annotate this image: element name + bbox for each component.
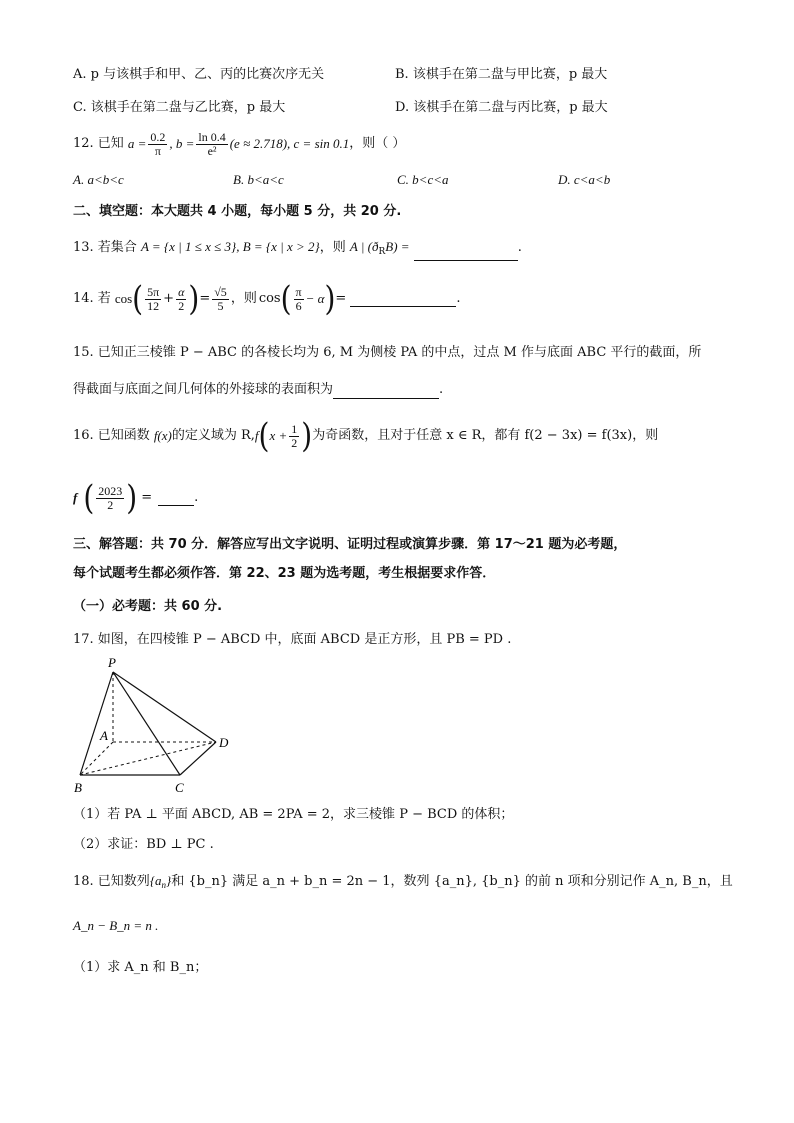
q18-part1: （1）求 A_n 和 B_n；: [73, 960, 208, 975]
q14-f3-num: √5: [214, 284, 227, 299]
q18-seq-a: {a: [149, 873, 162, 888]
q16-answer-blank[interactable]: [158, 491, 194, 506]
edge-pc: [113, 672, 180, 775]
q12-stem: [73, 126, 405, 162]
q11-option-b: B. 该棋手在第二盘与甲比赛，p 最大: [395, 67, 608, 82]
q13-sub: R: [378, 247, 386, 257]
q16-half: [289, 423, 299, 450]
q12-e-approx: (e ≈ 2.718), c = sin 0.1: [229, 136, 350, 151]
q11-option-a: A. p 与该棋手和甲、乙、丙的比赛次序无关: [73, 67, 325, 82]
q14-eq: =: [199, 291, 211, 306]
sub-section-heading: （一）必考题：共 60 分.: [73, 599, 223, 614]
edge-cd: [180, 742, 216, 775]
q12-a-num: 0.2: [150, 129, 166, 144]
q14-mid: ，则: [230, 291, 257, 306]
q14-frac1: [145, 286, 161, 313]
q16-half-num: 1: [291, 421, 298, 436]
q13-stem: [73, 238, 522, 261]
q14-f2-num: α: [178, 284, 185, 299]
q17-pyramid-figure: [70, 650, 240, 800]
q16-fx: f(x): [153, 428, 172, 443]
label-b: B: [74, 780, 82, 795]
q12-suffix: ，则（ ）: [349, 136, 406, 151]
edge-bd: [80, 742, 216, 775]
section-3-line2: 每个试题考生都必须作答．第 22、23 题为选考题，考生根据要求作答．: [73, 566, 496, 581]
q14-answer-blank[interactable]: [350, 292, 456, 307]
q12-b-fraction: [196, 131, 227, 158]
q16-mid1: 的定义域为 R,: [171, 428, 255, 443]
q14-f2-den: 2: [178, 298, 185, 313]
q13-prefix: 13. 若集合: [73, 240, 137, 255]
q13-expr-end: B) =: [385, 239, 410, 254]
q12-b-label: , b =: [169, 136, 195, 151]
q16-prefix: 16. 已知函数: [73, 428, 150, 443]
q14-cos1: cos: [114, 291, 133, 306]
q15-end: .: [439, 382, 444, 397]
q14-eq2: =: [335, 291, 347, 306]
q14-f1-num: 5π: [147, 284, 160, 299]
q16-paren-close: ): [301, 415, 313, 456]
q18-line2: A_n − B_n = n .: [73, 918, 159, 933]
q14-cos2: cos: [258, 291, 281, 306]
q18-prefix: 18. 已知数列: [73, 874, 150, 889]
q15-line1: 15. 已知正三棱锥 P − ABC 的各棱长均为 6, M 为侧棱 PA 的中点，过点 M 作与底面 ABC 平行的截面，所: [73, 345, 702, 360]
q12-option-a: A. a<b<c: [73, 172, 124, 187]
label-p: P: [108, 655, 116, 670]
q15-line2-text: 得截面与底面之间几何体的外接球的表面积为: [73, 382, 334, 397]
q12-b-den: e²: [207, 143, 217, 158]
q13-end: .: [517, 240, 522, 255]
q14-f1-den: 12: [147, 298, 160, 313]
q13-sets: A = {x | 1 ≤ x ≤ 3}, B = {x | x > 2}: [140, 239, 320, 254]
q16-frac-num: 2023: [98, 483, 123, 498]
q14-frac2: [176, 286, 186, 313]
q17-part2: （2）求证：BD ⊥ PC .: [73, 837, 214, 852]
q18-line1: 18. 已知数列$\{a_n\}$和 {b_n} 满足 a_n + b_n = 2n − 1，数列 {a_n}, {b_n} 的前 n 项和分别记作 A_n, B_n，且: [73, 873, 733, 890]
q14-frac3: [212, 286, 229, 313]
q14-stem: [73, 279, 460, 319]
q13-mid: ，则: [319, 240, 346, 255]
q14-f3-den: 5: [217, 298, 224, 313]
edge-pb: [80, 672, 113, 775]
q12-a-fraction: [148, 131, 167, 158]
edge-pd: [113, 672, 216, 742]
q16-half-den: 2: [291, 435, 298, 450]
q12-a-label: a =: [127, 136, 147, 151]
q12-option-d: D. c<a<b: [558, 172, 611, 187]
q14-paren-close-2: ): [324, 278, 336, 319]
q16-frac: [96, 485, 124, 512]
q11-option-d: D. 该棋手在第二盘与丙比赛，p 最大: [395, 100, 608, 115]
q14-f4-num: π: [295, 284, 302, 299]
q16-paren-open-2: (: [83, 477, 95, 518]
q12-b-num: ln 0.4: [198, 129, 226, 144]
q14-paren-open-2: (: [280, 278, 292, 319]
label-c: C: [175, 780, 184, 795]
q14-end: .: [456, 291, 461, 306]
q12-prefix: 12. 已知: [73, 136, 124, 151]
q15-line2: [73, 381, 443, 399]
q14-f4-den: 6: [295, 298, 302, 313]
q14-plus: +: [163, 291, 175, 306]
q12-option-c: C. b<c<a: [397, 172, 449, 187]
q16-eq: =: [141, 490, 153, 505]
q11-option-c: C. 该棋手在第二盘与乙比赛，p 最大: [73, 100, 286, 115]
q12-option-b: B. b<a<c: [233, 172, 284, 187]
q14-paren-open: (: [132, 278, 144, 319]
q13-expr: A | (ð: [349, 239, 379, 254]
q17-stem: 17. 如图，在四棱锥 P − ABCD 中，底面 ABCD 是正方形，且 PB = PD .: [73, 632, 512, 647]
q14-minus-alpha: − α: [305, 291, 325, 306]
q16-x-plus: x +: [269, 428, 288, 443]
q16-mid2: 为奇函数，且对于任意 x ∈ R，都有 f(2 − 3x) = f(3x)，则: [312, 428, 659, 443]
q13-answer-blank[interactable]: [414, 246, 518, 261]
label-d: D: [219, 735, 229, 750]
q12-a-den: π: [154, 143, 161, 158]
q16-paren-close-2: ): [126, 477, 138, 518]
q14-prefix: 14. 若: [73, 291, 111, 306]
q16-f3: f: [73, 490, 78, 505]
label-a: A: [100, 728, 108, 743]
q14-paren-close: ): [188, 278, 200, 319]
section-2-heading: 二、填空题：本大题共 4 小题，每小题 5 分，共 20 分.: [73, 204, 402, 219]
q16-end: .: [194, 490, 199, 505]
q16-answer-line: [73, 478, 198, 518]
q17-part1: （1）若 PA ⊥ 平面 ABCD, AB = 2PA = 2，求三棱锥 P − BCD 的体积；: [73, 807, 514, 822]
section-3-line1: 三、解答题：共 70 分．解答应写出文字说明、证明过程或演算步骤．第 17～21 题为必考题，: [73, 537, 627, 552]
q16-frac-den: 2: [107, 497, 114, 512]
q15-answer-blank[interactable]: [333, 384, 439, 399]
q16-stem: [73, 415, 658, 457]
q16-paren-open: (: [258, 415, 270, 456]
q18-line1-text: 和 {b_n} 满足 a_n + b_n = 2n − 1，数列 {a_n}, {b_n} 的前 n 项和分别记作 A_n, B_n，且: [171, 874, 733, 889]
q14-frac4: [294, 286, 304, 313]
q16-f2: f: [254, 428, 259, 443]
